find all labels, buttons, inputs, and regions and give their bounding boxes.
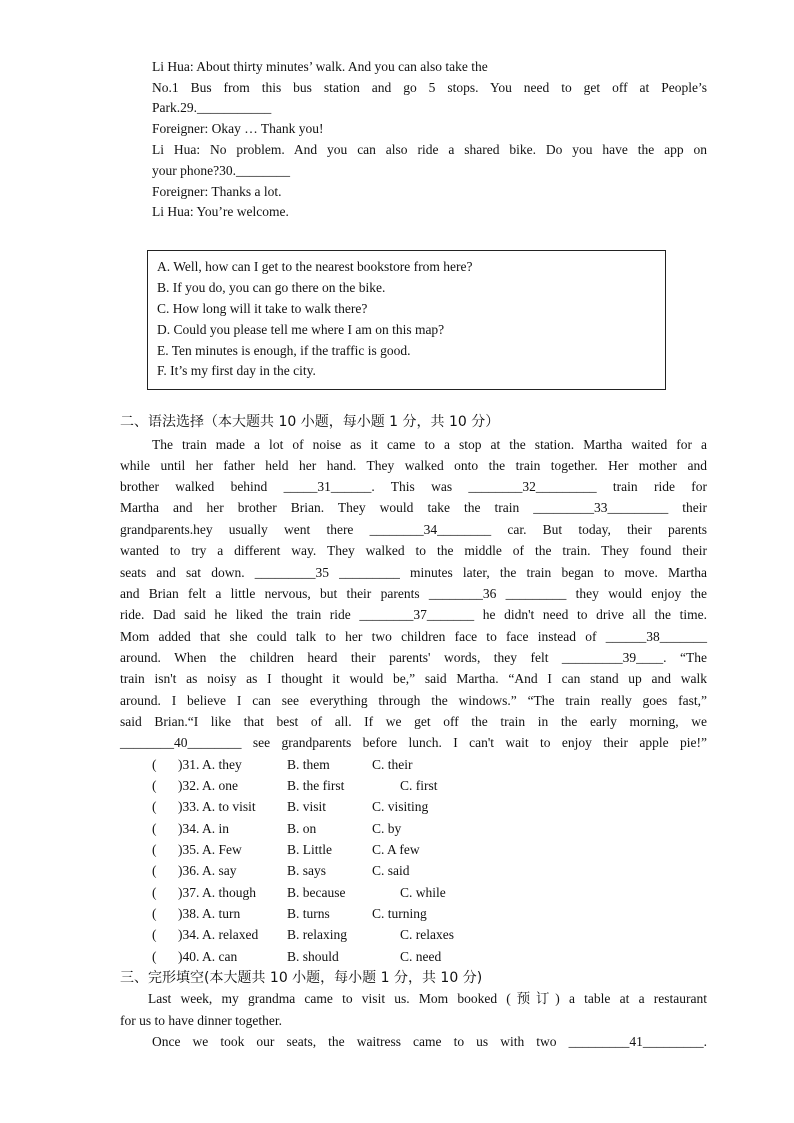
section-heading: 三、完形填空(本大题共 10 小题，每小题 1 分，共 10 分) (120, 970, 483, 986)
answer-paren: ( (152, 863, 157, 878)
answer-paren: ( (152, 799, 157, 814)
choice-b: B. says (287, 863, 327, 878)
answer-paren: ( (152, 778, 157, 793)
choice-b: B. on (287, 821, 317, 836)
passage-line: wanted to try a different way. They walked to the middle of the train. They found their (120, 543, 707, 558)
choice-b: B. because (287, 885, 346, 900)
passage-line: around. When the children heard their parents' words, they felt _________39____. “The (120, 650, 707, 665)
choice-c: C. while (400, 885, 446, 900)
answer-paren: ( (152, 949, 157, 964)
question-number: )38. A. turn (178, 906, 241, 921)
dialogue-line: Li Hua: You’re welcome. (152, 204, 289, 219)
passage-line: Once we took our seats, the waitress came to us with two _________41_________. (152, 1034, 707, 1049)
choice-b: B. turns (287, 906, 330, 921)
passage-line: Last week, my grandma came to visit us. Mom booked (预订) a table at a restaurant (148, 991, 707, 1006)
choice-b: B. Little (287, 842, 332, 857)
choice-c: C. relaxes (400, 927, 454, 942)
passage-line: said Brian.“I like that best of all. If we get off the train in the early morning, we (120, 714, 707, 729)
dialogue-line: Li Hua: No problem. And you can also ride a shared bike. Do you have the app on (152, 142, 707, 157)
dialogue-line: No.1 Bus from this bus station and go 5 stops. You need to get off at People’s (152, 80, 707, 95)
answer-paren: ( (152, 885, 157, 900)
choice-c: C. their (372, 757, 413, 772)
passage-line: train isn't as noisy as I thought it would be,” said Martha. “And I can stand up and walk (120, 671, 707, 686)
passage-line: Mom added that she could talk to her two children face to face instead of ______38_______ (120, 629, 707, 644)
choice-c: C. A few (372, 842, 420, 857)
dialogue-line: Foreigner: Thanks a lot. (152, 184, 282, 199)
question-number: )34. A. in (178, 821, 230, 836)
passage-line: ride. Dad said he liked the train ride ________37_______ he didn't need to drive all the time. (120, 607, 707, 622)
choice-b: B. visit (287, 799, 327, 814)
passage-line: The train made a lot of noise as it came to a stop at the station. Martha waited for a (152, 437, 707, 452)
answer-paren: ( (152, 821, 157, 836)
dialogue-line: Foreigner: Okay … Thank you! (152, 121, 324, 136)
dialogue-line: your phone?30.________ (152, 163, 290, 178)
question-number: )36. A. say (178, 863, 237, 878)
answer-paren: ( (152, 842, 157, 857)
answer-paren: ( (152, 757, 157, 772)
question-number: )33. A. to visit (178, 799, 256, 814)
passage-line: while until her father held her hand. They walked onto the train together. Her mother and (120, 458, 707, 473)
passage-line: for us to have dinner together. (120, 1013, 282, 1028)
choice-c: C. need (400, 949, 442, 964)
question-number: )37. A. though (178, 885, 257, 900)
dialogue-line: Park.29.___________ (152, 100, 272, 115)
dialogue-line: Li Hua: About thirty minutes’ walk. And you can also take the (152, 59, 488, 74)
choice-c: C. first (400, 778, 438, 793)
choice-b: B. the first (287, 778, 345, 793)
passage-line: grandparents.hey usually went there ________34________ car. But today, their parents (120, 522, 707, 537)
choice-b: B. should (287, 949, 339, 964)
choice-c: C. turning (372, 906, 427, 921)
question-number: )32. A. one (178, 778, 238, 793)
passage-line: Martha and her brother Brian. They would take the train _________33_________ their (120, 500, 707, 515)
passage-line: ________40________ see grandparents before lunch. I can't wait to enjoy their apple pie!” (120, 735, 707, 750)
choice-c: C. visiting (372, 799, 429, 814)
option-d: D. Could you please tell me where I am on this map? (157, 322, 445, 337)
passage-line: brother walked behind _____31______. This was ________32_________ train ride for (120, 479, 707, 494)
option-e: E. Ten minutes is enough, if the traffic is good. (157, 343, 411, 358)
passage-line: around. I believe I can see everything through the windows.” “The train really goes fast,” (120, 693, 707, 708)
choice-c: C. by (372, 821, 402, 836)
question-number: )31. A. they (178, 757, 242, 772)
question-number: )34. A. relaxed (178, 927, 259, 942)
choice-c: C. said (372, 863, 410, 878)
passage-line: and Brian felt a little nervous, but their parents ________36 _________ they would enjoy the (120, 586, 707, 601)
option-a: A. Well, how can I get to the nearest bookstore from here? (157, 259, 473, 274)
choice-b: B. relaxing (287, 927, 347, 942)
option-c: C. How long will it take to walk there? (157, 301, 368, 316)
option-b: B. If you do, you can go there on the bike. (157, 280, 386, 295)
option-f: F. It’s my first day in the city. (157, 363, 316, 378)
section-heading: 二、语法选择（本大题共 10 小题，每小题 1 分，共 10 分） (120, 414, 500, 430)
answer-paren: ( (152, 927, 157, 942)
passage-line: seats and sat down. _________35 _________ minutes later, the train began to move. Martha (120, 565, 707, 580)
question-number: )35. A. Few (178, 842, 242, 857)
answer-paren: ( (152, 906, 157, 921)
question-number: )40. A. can (178, 949, 238, 964)
choice-b: B. them (287, 757, 330, 772)
